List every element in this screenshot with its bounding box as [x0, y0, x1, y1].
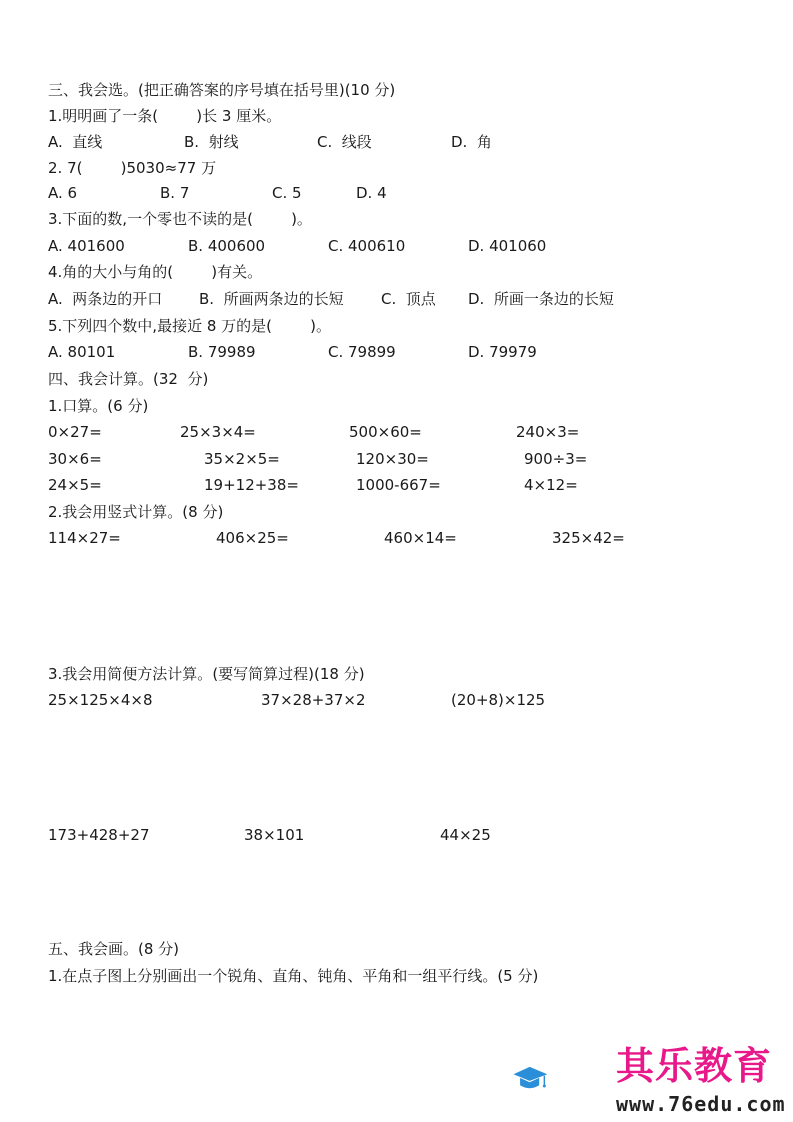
simple-calc-title: 3.我会用简便方法计算。(要写简算过程)(18 分)	[48, 665, 365, 683]
vertical-item: 325×42=	[552, 529, 625, 547]
q4-option-d: D. 所画一条边的长短	[468, 290, 614, 308]
oral-item: 4×12=	[524, 476, 578, 494]
q1-stem: 1.明明画了一条( )长 3 厘米。	[48, 107, 282, 125]
section5-title: 五、我会画。(8 分)	[48, 940, 180, 958]
watermark-brand: 其乐教育	[616, 1044, 773, 1088]
q2-stem: 2. 7( )5030≈77 万	[48, 159, 217, 177]
q1-option-c: C. 线段	[317, 133, 372, 151]
q4-option-a: A. 两条边的开口	[48, 290, 163, 308]
simple-item: 173+428+27	[48, 826, 150, 844]
oral-item: 30×6=	[48, 450, 102, 468]
q5-option-d: D. 79979	[468, 343, 537, 361]
section4-title: 四、我会计算。(32 分)	[48, 370, 209, 388]
q3-option-b: B. 400600	[188, 237, 266, 255]
oral-item: 120×30=	[356, 450, 429, 468]
simple-item: 37×28+37×2	[261, 691, 366, 709]
oral-item: 240×3=	[516, 423, 580, 441]
oral-calc-title: 1.口算。(6 分)	[48, 397, 149, 415]
q3-stem: 3.下面的数,一个零也不读的是( )。	[48, 210, 312, 228]
q5-stem: 5.下列四个数中,最接近 8 万的是( )。	[48, 317, 332, 335]
vertical-item: 406×25=	[216, 529, 289, 547]
oral-item: 0×27=	[48, 423, 102, 441]
oral-item: 900÷3=	[524, 450, 588, 468]
q1-option-a: A. 直线	[48, 133, 103, 151]
vertical-item: 114×27=	[48, 529, 121, 547]
oral-item: 1000-667=	[356, 476, 441, 494]
vertical-calc-title: 2.我会用竖式计算。(8 分)	[48, 503, 224, 521]
q4-option-c: C. 顶点	[381, 290, 436, 308]
q5-option-b: B. 79989	[188, 343, 256, 361]
q4-stem: 4.角的大小与角的( )有关。	[48, 263, 263, 281]
oral-item: 19+12+38=	[204, 476, 299, 494]
q1-option-b: B. 射线	[184, 133, 239, 151]
oral-item: 24×5=	[48, 476, 102, 494]
oral-item: 35×2×5=	[204, 450, 280, 468]
q5-option-a: A. 80101	[48, 343, 116, 361]
q1-option-d: D. 角	[451, 133, 492, 151]
vertical-item: 460×14=	[384, 529, 457, 547]
q2-option-d: D. 4	[356, 184, 387, 202]
section3-title: 三、我会选。(把正确答案的序号填在括号里)(10 分)	[48, 81, 396, 99]
q4-option-b: B. 所画两条边的长短	[199, 290, 344, 308]
oral-item: 500×60=	[349, 423, 422, 441]
drawing-question: 1.在点子图上分别画出一个锐角、直角、钝角、平角和一组平行线。(5 分)	[48, 967, 539, 985]
q2-option-b: B. 7	[160, 184, 190, 202]
q3-option-d: D. 401060	[468, 237, 547, 255]
q3-option-c: C. 400610	[328, 237, 406, 255]
simple-item: 44×25	[440, 826, 491, 844]
oral-item: 25×3×4=	[180, 423, 256, 441]
q3-option-a: A. 401600	[48, 237, 125, 255]
q5-option-c: C. 79899	[328, 343, 396, 361]
simple-item: 38×101	[244, 826, 305, 844]
q2-option-a: A. 6	[48, 184, 78, 202]
watermark-url: www.76edu.com	[616, 1092, 786, 1116]
simple-item: 25×125×4×8	[48, 691, 153, 709]
q2-option-c: C. 5	[272, 184, 302, 202]
simple-item: (20+8)×125	[451, 691, 546, 709]
graduation-cap-icon	[512, 1040, 612, 1118]
